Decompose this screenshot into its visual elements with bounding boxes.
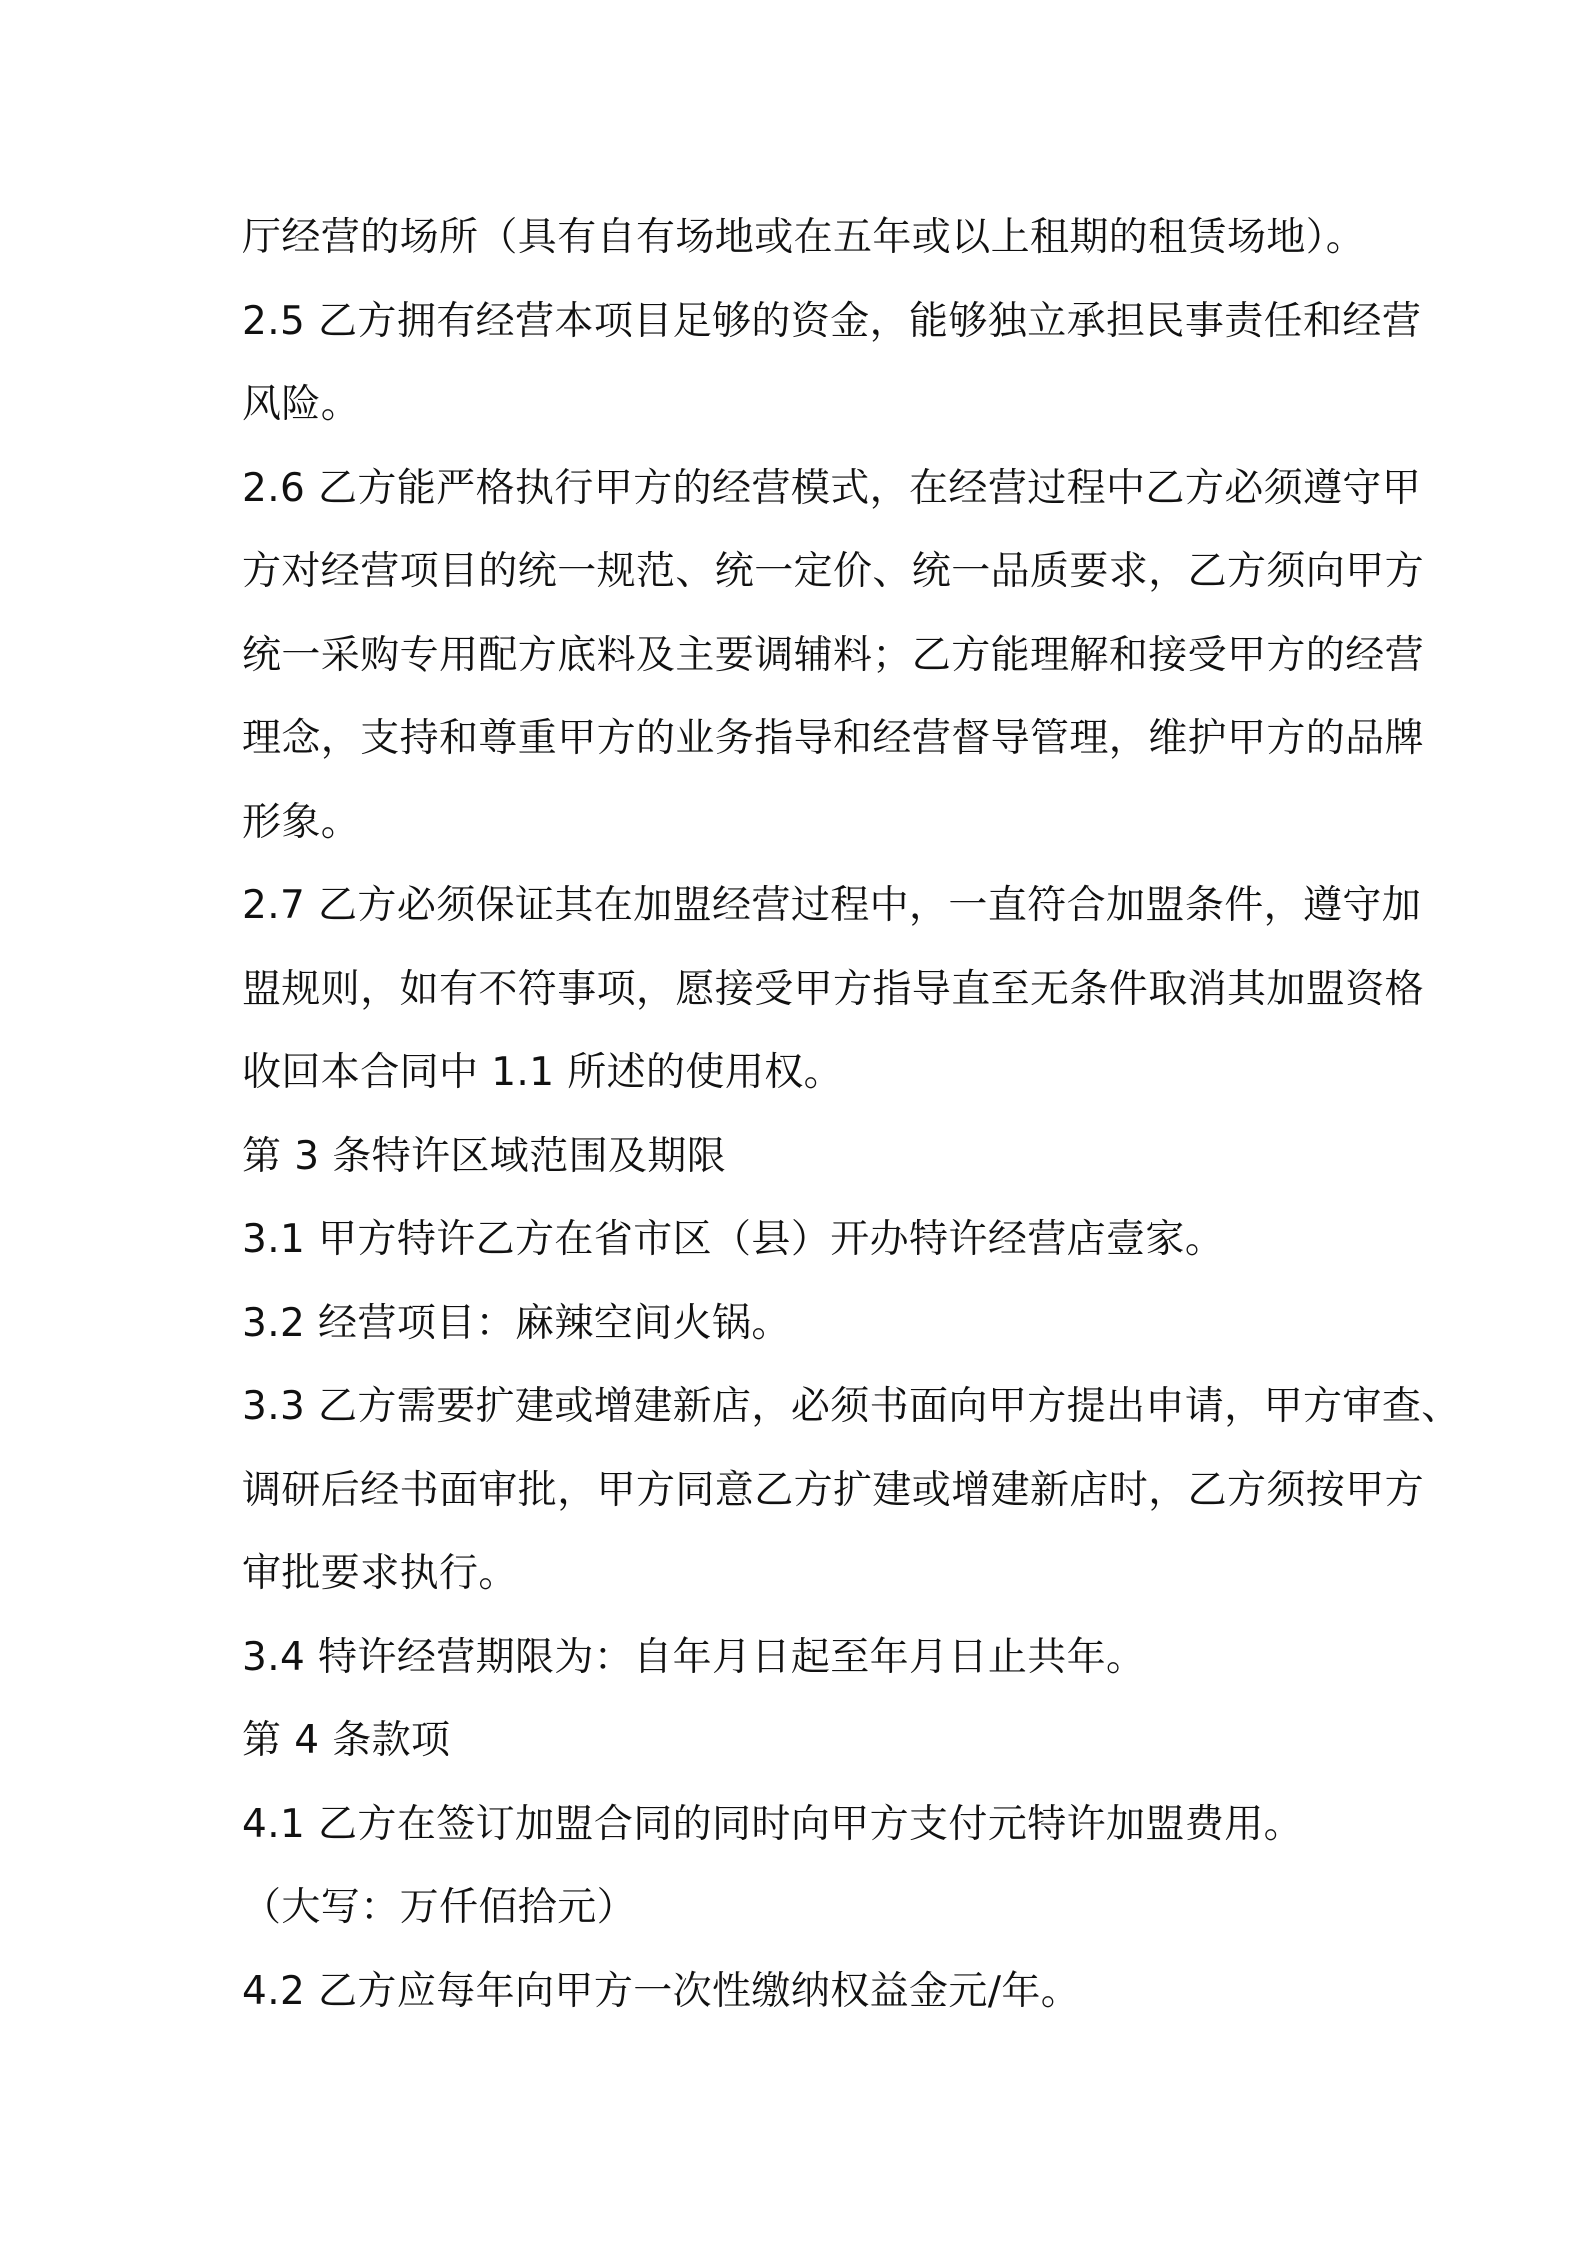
text-line: 理念，支持和尊重甲方的业务指导和经营督导管理，维护甲方的品牌 — [242, 716, 1425, 761]
clause-4-2: 4.2 乙方应每年向甲方一次性缴纳权益金元/年。 — [242, 1968, 1081, 2014]
document-body — [242, 196, 1461, 2033]
text-line: 统一采购专用配方底料及主要调辅料；乙方能理解和接受甲方的经营 — [242, 632, 1425, 678]
text-line: 审批要求执行。 — [242, 1551, 518, 1596]
text-line: 盟规则，如有不符事项，愿接受甲方指导直至无条件取消其加盟资格 — [242, 966, 1425, 1012]
text-line: 调研后经书面审批，甲方同意乙方扩建或增建新店时，乙方须按甲方 — [242, 1467, 1425, 1513]
clause-3-4: 3.4 特许经营期限为：自年月日起至年月日止共年。 — [242, 1634, 1146, 1680]
clause-3-2: 3.2 经营项目：麻辣空间火锅。 — [242, 1300, 791, 1346]
text-line: 厅经营的场所（具有自有场地或在五年或以上租期的租赁场地）。 — [242, 215, 1366, 260]
clause-2-5: 2.5 乙方拥有经营本项目足够的资金，能够独立承担民事责任和经营 — [242, 298, 1422, 344]
clause-2-7: 2.7 乙方必须保证其在加盟经营过程中，一直符合加盟条件，遵守加 — [242, 883, 1422, 928]
text-line: 形象。 — [242, 799, 361, 845]
text-line: （大写：万仟佰拾元） — [242, 1885, 637, 1930]
clause-4-1: 4.1 乙方在签订加盟合同的同时向甲方支付元特许加盟费用。 — [242, 1801, 1304, 1847]
text-line: 收回本合同中 1.1 所述的使用权。 — [242, 1050, 844, 1095]
clause-2-6: 2.6 乙方能严格执行甲方的经营模式，在经营过程中乙方必须遵守甲 — [242, 465, 1422, 511]
article-4-heading: 第 4 条款项 — [242, 1718, 451, 1763]
text-line: 风险。 — [242, 382, 361, 427]
clause-3-1: 3.1 甲方特许乙方在省市区（县）开办特许经营店壹家。 — [242, 1217, 1225, 1262]
text-line: 方对经营项目的统一规范、统一定价、统一品质要求，乙方须向甲方 — [242, 549, 1425, 594]
clause-3-3: 3.3 乙方需要扩建或增建新店，必须书面向甲方提出申请，甲方审查、 — [242, 1384, 1461, 1429]
article-3-heading: 第 3 条特许区域范围及期限 — [242, 1133, 727, 1179]
